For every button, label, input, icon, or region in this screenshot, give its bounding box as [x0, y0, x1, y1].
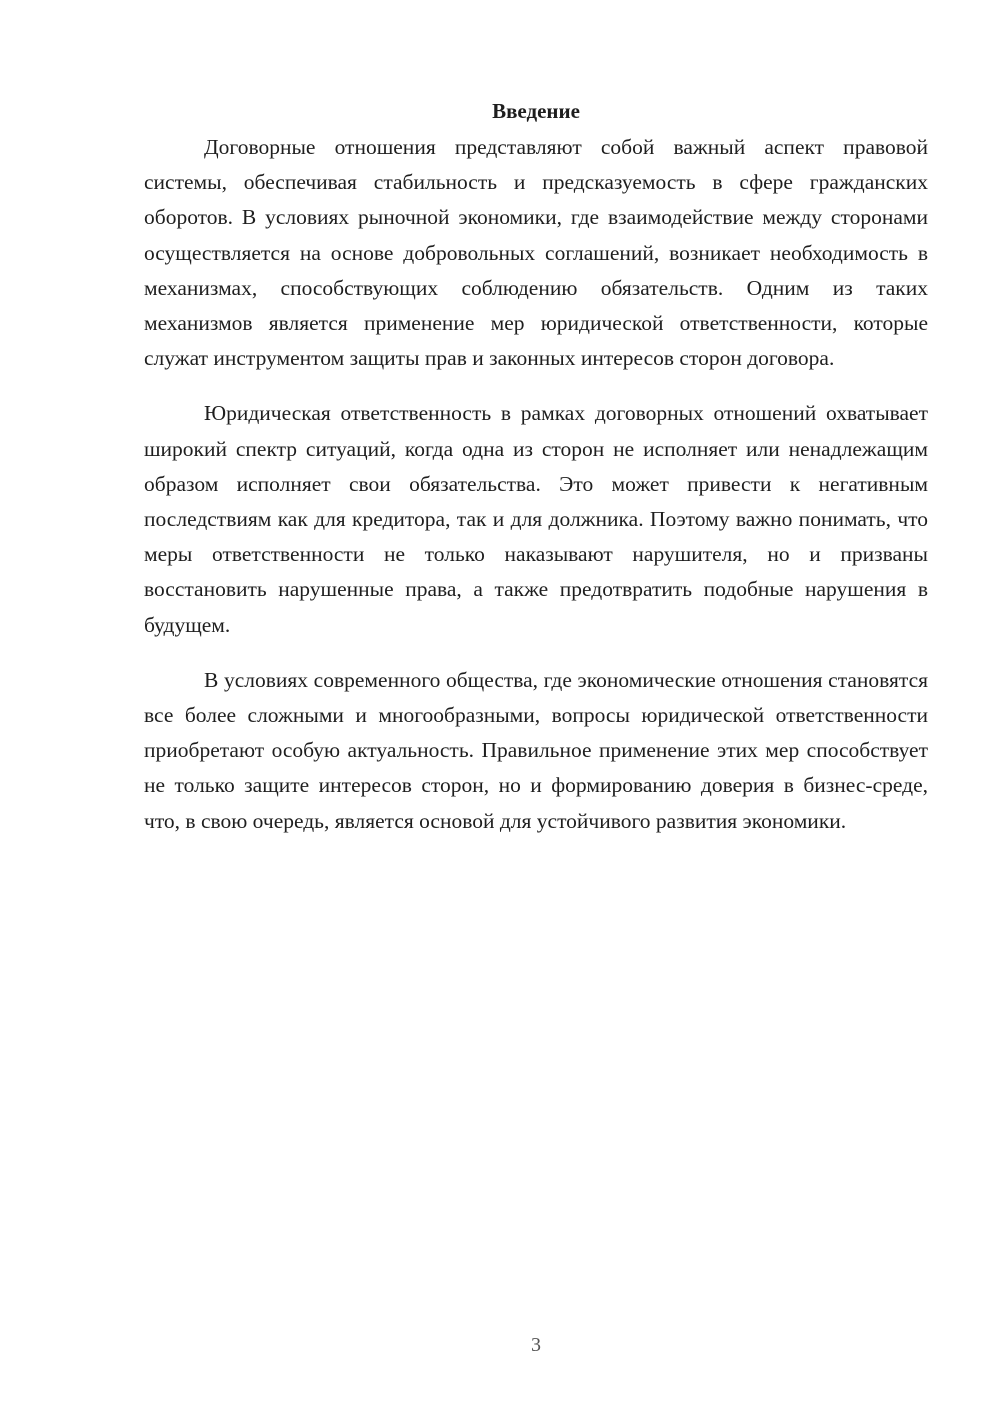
- paragraph-2: Юридическая ответственность в рамках договорных отношений охватывает широкий спектр ситуаций, когда одна из сторон не исполняет или ненадлежащим образом исполняет свои обязательства. Это может привести к негативным последствиям как для кредитора, так и для должника. Поэтому важно понимать, что меры ответственности не только наказывают нарушителя, но и призваны восстановить нарушенные права, а также предотвратить подобные нарушения в будущем.: [144, 401, 928, 637]
- section-heading: Введение: [492, 99, 580, 123]
- paragraph-1: Договорные отношения представляют собой важный аспект правовой системы, обеспечивая стабильность и предсказуемость в сфере гражданских оборотов. В условиях рыночной экономики, где взаимодействие между сторонами осуществляется на основе добровольных соглашений, возникает необходимость в механизмах, способствующих соблюдению обязательств. Одним из таких механизмов является применение мер юридической ответственности, которые служат инструментом защиты прав и законных интересов сторон договора.: [144, 135, 928, 371]
- page-content: [144, 96, 928, 859]
- paragraph-3: В условиях современного общества, где экономические отношения становятся все более сложными и многообразными, вопросы юридической ответственности приобретают особую актуальность. Правильное применение этих мер способствует не только защите интересов сторон, но и формированию доверия в бизнес-среде, что, в свою очередь, является основой для устойчивого развития экономики.: [144, 667, 928, 833]
- page-number: 3: [531, 1334, 541, 1356]
